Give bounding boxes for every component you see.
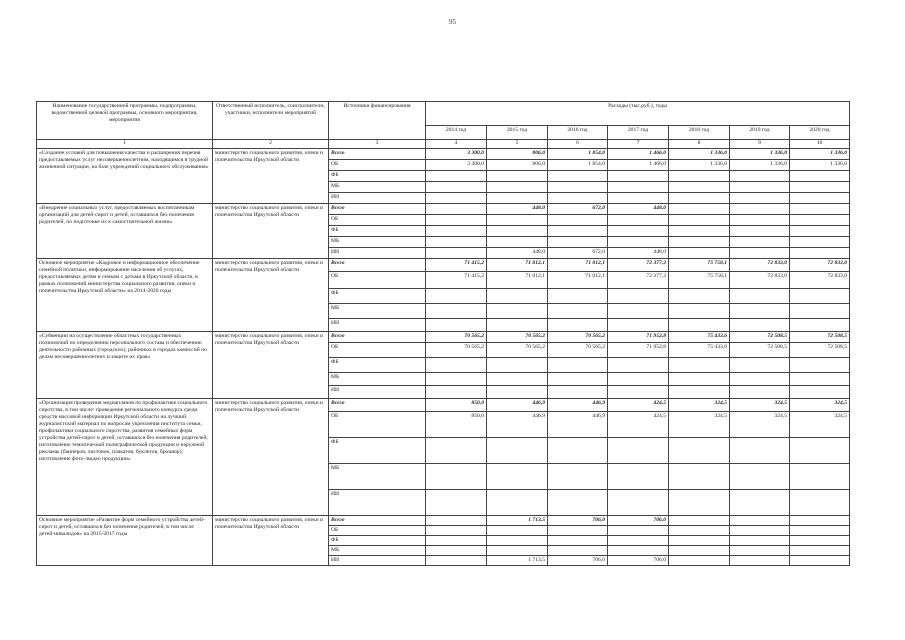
expense-value: 1 713,5	[487, 516, 548, 526]
expense-value	[548, 182, 608, 193]
expense-value	[548, 490, 608, 516]
funding-source: Всего	[329, 204, 426, 215]
expense-value: 1 336,0	[730, 160, 790, 171]
expense-value	[730, 386, 790, 399]
header-year: 2020 год	[790, 126, 850, 140]
expense-value	[730, 171, 790, 182]
expense-value	[487, 226, 548, 237]
expense-value	[669, 438, 730, 464]
expense-value: 72 508,5	[790, 343, 850, 358]
expense-value	[608, 490, 669, 516]
expense-value	[790, 304, 850, 319]
expense-value	[548, 545, 608, 555]
expense-value	[548, 237, 608, 248]
funding-source: МБ	[329, 373, 426, 386]
expense-value: 71 012,1	[487, 272, 548, 289]
expense-value: 72 508,5	[790, 332, 850, 343]
expense-value: 448,0	[487, 204, 548, 215]
expense-value	[730, 373, 790, 386]
expense-value	[790, 438, 850, 464]
expense-value	[608, 438, 669, 464]
program-name: «Внедрение социальных услуг, предоставляемых воспитанникам организаций для детей-сирот и детей, оставшихся без попечения родителей, по подготовке их к самостоятельной жизни»	[37, 204, 213, 259]
funding-source: ОБ	[329, 215, 426, 226]
expense-value	[669, 490, 730, 516]
expense-value	[730, 525, 790, 535]
expense-value	[548, 193, 608, 204]
funding-source: ФБ	[329, 535, 426, 545]
funding-source: ОБ	[329, 525, 426, 535]
expense-value	[548, 373, 608, 386]
expense-value: 72 508,5	[730, 343, 790, 358]
expense-value	[548, 525, 608, 535]
expense-value	[669, 516, 730, 526]
expense-value	[487, 319, 548, 332]
expense-value	[790, 545, 850, 555]
expense-value	[426, 319, 487, 332]
expense-value	[487, 525, 548, 535]
expense-value	[487, 182, 548, 193]
expense-value	[548, 226, 608, 237]
expense-value: 448,0	[487, 248, 548, 259]
expense-value	[426, 525, 487, 535]
column-number: 10	[790, 140, 850, 149]
expense-value	[790, 226, 850, 237]
expense-value: 71 012,1	[548, 259, 608, 272]
expense-value	[790, 525, 850, 535]
expense-value	[487, 358, 548, 373]
expense-value	[730, 237, 790, 248]
column-number: 8	[669, 140, 730, 149]
expense-value	[426, 490, 487, 516]
expense-value	[730, 535, 790, 545]
expense-value	[426, 193, 487, 204]
expense-value	[487, 237, 548, 248]
expense-value	[608, 289, 669, 304]
funding-source: МБ	[329, 182, 426, 193]
expense-value	[548, 386, 608, 399]
executor: министерство социального развития, опеки и попечительства Иркутской области	[213, 399, 329, 516]
funding-source: Всего	[329, 516, 426, 526]
expense-value	[669, 555, 730, 565]
header-year: 2017 год	[608, 126, 669, 140]
header-year: 2014 год	[426, 126, 487, 140]
expense-value	[487, 438, 548, 464]
expense-value: 70 565,2	[426, 343, 487, 358]
funding-source: Всего	[329, 332, 426, 343]
expense-value	[548, 535, 608, 545]
funding-source: ИИ	[329, 490, 426, 516]
program-name: Основное мероприятие «Кадровое и информационное обеспечение семейной политики, информирование населения об услугах, предоставляемых детям и семьям с детьми в Иркутской области, в рамках полномочий министерства социального развития, опеки и попечительства Иркутской области» на 2014-2020 годы	[37, 259, 213, 332]
expense-value: 1 336,0	[669, 149, 730, 160]
column-number: 2	[213, 140, 329, 149]
expense-value: 75 758,1	[669, 259, 730, 272]
expense-value	[608, 237, 669, 248]
funding-source: ФБ	[329, 171, 426, 182]
expense-value	[669, 237, 730, 248]
expense-value	[608, 373, 669, 386]
funding-source: МБ	[329, 237, 426, 248]
expense-value	[487, 545, 548, 555]
expense-value: 672,0	[548, 248, 608, 259]
expense-value	[426, 464, 487, 490]
table-row	[37, 259, 850, 272]
funding-source: Всего	[329, 259, 426, 272]
expense-value: 706,0	[548, 555, 608, 565]
funding-source: ИИ	[329, 319, 426, 332]
expense-value: 72 377,3	[608, 259, 669, 272]
expense-value: 70 565,2	[487, 343, 548, 358]
expense-value	[487, 373, 548, 386]
executor: министерство социального развития, опеки и попечительства Иркутской области	[213, 516, 329, 566]
expense-value	[669, 525, 730, 535]
expense-value	[487, 304, 548, 319]
expense-value	[608, 182, 669, 193]
expense-value	[426, 204, 487, 215]
expense-value	[730, 204, 790, 215]
expense-value: 1 713,5	[487, 555, 548, 565]
expense-value	[790, 237, 850, 248]
expense-value: 3 300,0	[426, 160, 487, 171]
expense-value	[730, 358, 790, 373]
expense-value	[426, 373, 487, 386]
expense-value	[608, 545, 669, 555]
expense-value	[669, 304, 730, 319]
header-year: 2015 год	[487, 126, 548, 140]
expense-value	[790, 319, 850, 332]
expense-value	[790, 358, 850, 373]
program-name: Основное мероприятие «Развитие форм семейного устройства детей-сирот и детей, оставшихся без попечения родителей, в том числе детей-инвалидов» на 2015-2017 годы	[37, 516, 213, 566]
executor: министерство социального развития, опеки и попечительства Иркутской области	[213, 259, 329, 332]
funding-source: Всего	[329, 399, 426, 412]
expense-value: 70 565,2	[487, 332, 548, 343]
table-row	[37, 516, 850, 526]
expense-value	[426, 248, 487, 259]
expense-value	[426, 215, 487, 226]
funding-source: ОБ	[329, 343, 426, 358]
expense-value	[669, 193, 730, 204]
header-year: 2018 год	[669, 126, 730, 140]
page-number: 95	[449, 18, 456, 26]
program-name: «Создание условий для повышения качества и расширения перечня предоставляемых услуг несовершеннолетним, находящимся в трудной жизненной ситуации, на базе учреждений социального обслуживания»	[37, 149, 213, 204]
budget-table	[36, 101, 850, 566]
expense-value: 1 854,0	[548, 160, 608, 171]
expense-value	[487, 386, 548, 399]
expense-value	[426, 358, 487, 373]
expense-value: 706,0	[608, 516, 669, 526]
expense-value	[487, 535, 548, 545]
expense-value	[669, 171, 730, 182]
column-number: 1	[37, 140, 213, 149]
expense-value: 446,9	[548, 412, 608, 438]
column-number: 5	[487, 140, 548, 149]
expense-value: 72 833,0	[730, 272, 790, 289]
funding-source: Всего	[329, 149, 426, 160]
expense-value	[790, 535, 850, 545]
expense-value: 446,9	[487, 412, 548, 438]
expense-value	[426, 386, 487, 399]
expense-value: 424,5	[608, 412, 669, 438]
expense-value	[426, 555, 487, 565]
expense-value: 75 758,1	[669, 272, 730, 289]
expense-value	[730, 438, 790, 464]
expense-value	[608, 525, 669, 535]
expense-value: 1 336,0	[790, 149, 850, 160]
expense-value: 70 565,2	[426, 332, 487, 343]
expense-value	[790, 490, 850, 516]
expense-value	[790, 204, 850, 215]
expense-value: 806,0	[487, 149, 548, 160]
funding-source: ФБ	[329, 358, 426, 373]
expense-value	[487, 171, 548, 182]
expense-value: 71 415,2	[426, 272, 487, 289]
expense-value: 324,5	[669, 412, 730, 438]
expense-value: 448,0	[608, 248, 669, 259]
expense-value	[790, 555, 850, 565]
expense-value	[790, 248, 850, 259]
expense-value: 324,5	[790, 399, 850, 412]
table-row	[37, 332, 850, 343]
funding-source: ИИ	[329, 386, 426, 399]
expense-value: 72 833,0	[790, 259, 850, 272]
expense-value: 850,0	[426, 399, 487, 412]
expense-value	[608, 319, 669, 332]
expense-value	[426, 516, 487, 526]
expense-value	[790, 182, 850, 193]
program-name: «Организация проведения медиапланов по профилактике социального сиротства, в том числе: проведение регионального конкурса среди средств массовой информации Иркутской области на лучший журналистский материал по вопросам укрепления института семьи, профилактики социального сиротства, развития семейных форм устройства детей-сирот и детей, оставшихся без попечения родителей; изготовление тематической полиграфической продукции и наружной рекламы (баннеров, листовок, плакатов, буклетов, брошюр); изготовление фото-/видео продукции»	[37, 399, 213, 516]
expense-value	[487, 193, 548, 204]
expense-value	[669, 204, 730, 215]
expense-value	[608, 215, 669, 226]
expense-value: 1 336,0	[669, 160, 730, 171]
table-row	[37, 149, 850, 160]
expense-value	[669, 215, 730, 226]
expense-value: 3 300,0	[426, 149, 487, 160]
expense-value	[669, 226, 730, 237]
expense-value: 672,0	[548, 204, 608, 215]
expense-value: 1 466,0	[608, 149, 669, 160]
program-name: «Субвенции на осуществление областных государственных полномочий по определению персонального состава и обеспечению деятельности районных (городских), районных в городах комиссий по делам несовершеннолетних и защите их прав»	[37, 332, 213, 399]
expense-value	[426, 545, 487, 555]
expense-value	[730, 555, 790, 565]
expense-value: 72 833,0	[730, 259, 790, 272]
expense-value	[790, 289, 850, 304]
expense-value	[608, 358, 669, 373]
funding-source: ФБ	[329, 438, 426, 464]
expense-value	[487, 490, 548, 516]
expense-value	[608, 304, 669, 319]
expense-value	[730, 304, 790, 319]
expense-value	[669, 319, 730, 332]
funding-source: ОБ	[329, 272, 426, 289]
expense-value	[790, 193, 850, 204]
expense-value	[426, 535, 487, 545]
expense-value	[548, 215, 608, 226]
expense-value	[426, 182, 487, 193]
header-source: Источники финансирования	[329, 102, 426, 140]
expense-value: 72 377,3	[608, 272, 669, 289]
expense-value	[426, 171, 487, 182]
expense-value: 1 854,0	[548, 149, 608, 160]
funding-source: МБ	[329, 304, 426, 319]
table-row	[37, 399, 850, 412]
expense-value	[730, 289, 790, 304]
column-number: 9	[730, 140, 790, 149]
header-year: 2019 год	[730, 126, 790, 140]
expense-value: 75 433,6	[669, 332, 730, 343]
expense-value	[790, 386, 850, 399]
expense-value: 446,9	[487, 399, 548, 412]
executor: министерство социального развития, опеки и попечительства Иркутской области	[213, 149, 329, 204]
header-expenses: Расходы (тыс.руб.), годы	[426, 102, 850, 126]
expense-value	[669, 545, 730, 555]
expense-value	[730, 319, 790, 332]
funding-source: ОБ	[329, 412, 426, 438]
header-executor: Ответственный исполнитель, соисполнители, участники, исполнители мероприятий	[213, 102, 329, 140]
expense-value	[790, 464, 850, 490]
expense-value	[730, 464, 790, 490]
expense-value: 706,0	[548, 516, 608, 526]
expense-value: 324,5	[730, 399, 790, 412]
table-row	[37, 204, 850, 215]
expense-value	[730, 490, 790, 516]
expense-value	[548, 438, 608, 464]
expense-value	[608, 226, 669, 237]
expense-value: 806,0	[487, 160, 548, 171]
funding-source: ОБ	[329, 160, 426, 171]
expense-value	[730, 516, 790, 526]
expense-value	[730, 182, 790, 193]
expense-value: 1 466,0	[608, 160, 669, 171]
expense-value	[426, 304, 487, 319]
funding-source: МБ	[329, 545, 426, 555]
expense-value	[730, 215, 790, 226]
expense-value: 70 565,2	[548, 332, 608, 343]
expense-value	[730, 248, 790, 259]
expense-value: 324,5	[790, 412, 850, 438]
column-number: 6	[548, 140, 608, 149]
expense-value: 1 336,0	[790, 160, 850, 171]
expense-value	[669, 386, 730, 399]
header-year: 2016 год	[548, 126, 608, 140]
expense-value: 71 952,8	[608, 332, 669, 343]
expense-value: 71 952,8	[608, 343, 669, 358]
expense-value: 850,0	[426, 412, 487, 438]
column-number: 4	[426, 140, 487, 149]
expense-value	[426, 438, 487, 464]
expense-value	[608, 386, 669, 399]
expense-value	[730, 545, 790, 555]
expense-value	[669, 358, 730, 373]
expense-value	[790, 171, 850, 182]
expense-value: 72 833,0	[790, 272, 850, 289]
expense-value: 70 565,2	[548, 343, 608, 358]
expense-value: 706,0	[608, 555, 669, 565]
expense-value: 72 508,5	[730, 332, 790, 343]
expense-value: 71 012,1	[548, 272, 608, 289]
expense-value	[790, 215, 850, 226]
expense-value	[548, 464, 608, 490]
expense-value	[730, 193, 790, 204]
expense-value	[548, 289, 608, 304]
column-number: 7	[608, 140, 669, 149]
expense-value: 71 415,2	[426, 259, 487, 272]
expense-value	[669, 373, 730, 386]
expense-value	[426, 289, 487, 304]
funding-source: МБ	[329, 464, 426, 490]
expense-value	[669, 289, 730, 304]
expense-value	[487, 215, 548, 226]
expense-value: 448,0	[608, 204, 669, 215]
expense-value	[669, 182, 730, 193]
funding-source: ИИ	[329, 248, 426, 259]
funding-source: ФБ	[329, 289, 426, 304]
executor: министерство социального развития, опеки и попечительства Иркутской области	[213, 332, 329, 399]
funding-source: ИИ	[329, 193, 426, 204]
expense-value: 446,9	[548, 399, 608, 412]
expense-value: 324,5	[730, 412, 790, 438]
expense-value	[669, 248, 730, 259]
funding-source: ФБ	[329, 226, 426, 237]
expense-value: 324,5	[669, 399, 730, 412]
expense-value	[426, 226, 487, 237]
expense-value	[608, 193, 669, 204]
expense-value	[487, 464, 548, 490]
expense-value: 75 433,6	[669, 343, 730, 358]
expense-value	[608, 535, 669, 545]
expense-value	[548, 304, 608, 319]
expense-value	[790, 516, 850, 526]
expense-value: 1 336,0	[730, 149, 790, 160]
executor: министерство социального развития, опеки и попечительства Иркутской области	[213, 204, 329, 259]
expense-value	[426, 237, 487, 248]
expense-value	[487, 289, 548, 304]
header-name: Наименование государственной программы, подпрограммы, ведомственной целевой программы, основного мероприятия, мероприятия	[37, 102, 213, 140]
expense-value	[548, 171, 608, 182]
expense-value	[548, 319, 608, 332]
expense-value	[608, 464, 669, 490]
expense-value: 71 012,1	[487, 259, 548, 272]
expense-value	[608, 171, 669, 182]
expense-value	[669, 535, 730, 545]
expense-value	[790, 373, 850, 386]
expense-value	[548, 358, 608, 373]
funding-source: ИИ	[329, 555, 426, 565]
expense-value	[669, 464, 730, 490]
expense-value: 424,5	[608, 399, 669, 412]
expense-value	[730, 226, 790, 237]
column-number: 3	[329, 140, 426, 149]
